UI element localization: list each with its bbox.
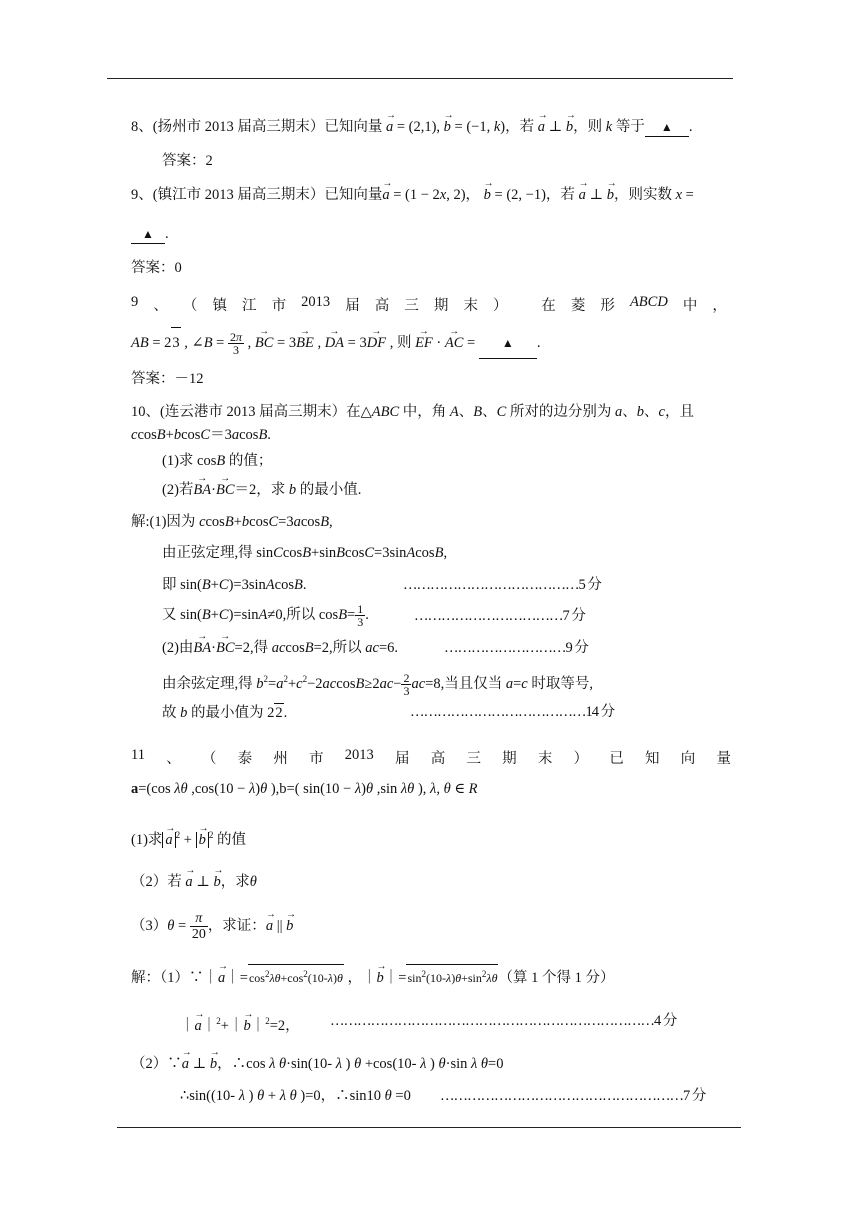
q8-answer-blank: ▲ (645, 118, 689, 137)
q11-sol-4: ∴sin((10- λ ) θ + λ θ )=0，∴sin10 θ =0 (180, 1088, 411, 1104)
q8-formula: → a = (2,1), → b = (−1, k) (386, 119, 505, 135)
q10-part2: (2)若→ BA·→ BC＝2，求 b 的最小值. (162, 481, 361, 499)
q10-score-5: …………………………………5 分 (403, 577, 601, 593)
q9a-prefix: 9、(镇江市 2013 届高三期末）已知向量 (131, 187, 383, 203)
q11-part2: （2）若 → a ⊥ → b，求θ (131, 873, 257, 891)
q10-sol-7: 故 b 的最小值为 22. (162, 705, 288, 721)
q10-sol-5: (2)由→ BA·→ BC=2,得 accosB=2,所以 ac=6. (162, 639, 398, 657)
q9b-answer: 答案：－12 (131, 371, 204, 387)
q9a-answer: 答案：0 (131, 260, 182, 276)
q11-part3: （3）θ = $\frac{\pi}{20}$ ，求证：→ a || → b (131, 910, 293, 942)
q10-sol-4: 又 sin(B+C)=sinA≠0,所以 cosB= $\frac{1}{3}$ . (162, 602, 369, 630)
q11-score-4: ………………………………………………………………4 分 (330, 1013, 677, 1029)
q9a-line: 9、(镇江市 2013 届高三期末）已知向量→ a = (1 − 2x, 2)， → b = (2, −1)，若 → a ⊥ → b，则实数 x = (131, 186, 694, 204)
q9b-line2: AB = 23 , ∠B = $\frac{2\pi}{3}$ , → BC = 3→ BE , → DA = 3→ DF , 则 → EF · → AC = ▲ . (131, 327, 540, 359)
q10-sol-6: 由余弦定理,得 $b^2=a^2+c^2-2accosB\ge 2ac-$ $\frac{2}{3}$ ac=8,当且仅当 a=c 时取等号, (162, 671, 593, 698)
q9b-header: 9 、 （ 镇 江 市 2013 届 高 三 期 末 ） 在 菱 形 ABCD 中 ， (131, 294, 727, 314)
q9b-answer-blank: ▲ (479, 328, 537, 359)
q11-score-7: ………………………………………………7 分 (440, 1088, 706, 1104)
q8-prefix: 8、(扬州市 2013 届高三期末）已知向量 (131, 119, 383, 135)
q11-header: 11 、 （ 泰 州 市 2013 届 高 三 期 末 ） 已 知 向 量 (131, 747, 731, 767)
q11-part1: (1)求→ a $^2$ + → b $^2$ 的值 (131, 826, 246, 849)
q10-line1: 10、(连云港市 2013 届高三期末）在△ABC 中，角 A、B、C 所对的边分别为 a、b、c，且 (131, 404, 694, 420)
q11-sol-1: 解：（1）∵｜→ $a|=\cos^2\lambda\theta+\cos^2(10-\lambda)\theta$ ，｜→ $b|=\sin^2(10-\lambda)\theta+\sin^2\lambda\theta$（算 1 个得 1 分） (131, 964, 614, 987)
q10-score-7: ……………………………7 分 (414, 608, 585, 624)
q10-line2: ccosB+bcosC＝3acosB. (131, 427, 271, 443)
q10-sol-1: 解:(1)因为 ccosB+bcosC=3acosB, (131, 514, 333, 530)
q10-sol-2: 由正弦定理,得 sinCcosB+sinBcosC=3sinAcosB, (162, 545, 448, 561)
q10-sol-3: 即 sin(B+C)=3sinAcosB. (162, 577, 307, 593)
q10-part1: (1)求 cosB 的值； (162, 453, 273, 469)
footer-rule (117, 1127, 741, 1128)
q9a-blank-line: ▲ . (131, 225, 169, 244)
q11-sol-3: （2）∵→ a ⊥ → b，∴cos λ θ·sin(10- λ ) θ +cos(10- λ ) θ·sin λ θ=0 (131, 1055, 503, 1073)
q11-vector-def: a=(cos λθ ,cos(10 − λ)θ ),b=( sin(10 − λ)θ ,sin λθ ), λ, θ ∈ R (131, 781, 478, 797)
q10-score-9: ………………………9 分 (444, 640, 588, 656)
header-rule (107, 78, 733, 79)
q9a-answer-blank: ▲ (131, 225, 165, 244)
q11-sol-2: ｜→ a｜$^2$+｜→ b｜$^2$=2， (180, 1012, 300, 1035)
q8-answer: 答案：2 (162, 153, 213, 169)
q10-score-14: …………………………………14 分 (410, 704, 615, 720)
q8-line: 8、(扬州市 2013 届高三期末）已知向量 → a = (2,1), → b = (−1, k)，若 → a ⊥ → b，则 k 等于 ▲ . (131, 118, 692, 137)
